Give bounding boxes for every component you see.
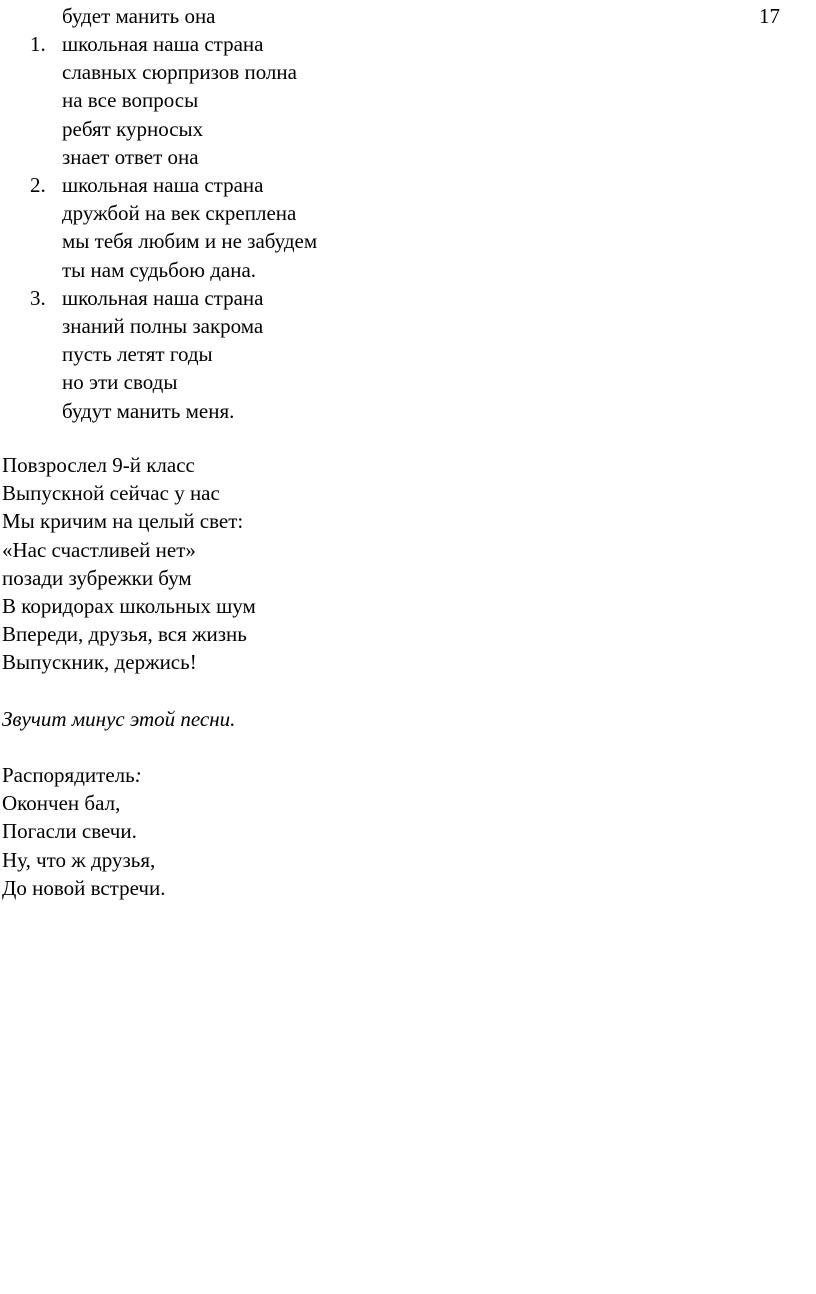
verse-line: пусть летят годы xyxy=(62,342,213,367)
numbered-verses xyxy=(0,30,317,425)
closing-speech xyxy=(2,761,165,902)
verse-1 xyxy=(0,30,317,171)
verse-line: школьная наша страна xyxy=(62,285,264,310)
speaker-colon: : xyxy=(134,763,142,787)
poem-line: Повзрослел 9-й класс xyxy=(2,453,195,477)
poem-line: Впереди, друзья, вся жизнь xyxy=(2,622,247,647)
closing-line: Окончен бал, xyxy=(2,791,121,816)
verse-2 xyxy=(0,171,317,284)
speaker-label xyxy=(2,761,165,789)
poem-line: Выпускник, держись! xyxy=(2,650,197,675)
verse-line: школьная наша страна xyxy=(62,32,264,56)
continued-line: будет манить она xyxy=(62,4,216,28)
poem-line: В коридорах школьных шум xyxy=(2,594,256,619)
poem-line: «Нас счастливей нет» xyxy=(2,537,196,562)
verse-number: 2. xyxy=(30,173,46,198)
closing-line: Погасли свечи. xyxy=(2,819,137,844)
verse-line: но эти своды xyxy=(62,370,178,395)
verse-line: школьная наша страна xyxy=(62,173,264,198)
page-number: 17 xyxy=(759,4,780,28)
verse-number: 3. xyxy=(30,285,46,310)
verse-line: знает ответ она xyxy=(62,144,199,169)
verse-line: знаний полны закрома xyxy=(62,314,264,339)
closing-line: Ну, что ж друзья, xyxy=(2,847,156,872)
verse-line: мы тебя любим и не забудем xyxy=(62,229,318,254)
verse-line: дружбой на век скреплена xyxy=(62,201,297,226)
poem-line: Мы кричим на целый свет: xyxy=(2,509,244,534)
verse-line: ребят курносых xyxy=(62,116,204,141)
speaker-name: Распорядитель xyxy=(2,763,135,787)
verse-number: 1. xyxy=(30,32,46,56)
poem-line: Выпускной сейчас у нас xyxy=(2,481,220,506)
verse-line: славных сюрпризов полна xyxy=(62,60,297,85)
verse-3 xyxy=(0,284,317,425)
closing-line: До новой встречи. xyxy=(2,875,166,900)
stage-direction: Звучит минус этой песни. xyxy=(2,707,236,731)
verse-line: будут манить меня. xyxy=(62,398,235,423)
poem-line: позади зубрежки бум xyxy=(2,565,192,590)
verse-line: ты нам судьбою дана. xyxy=(62,257,257,282)
graduation-poem xyxy=(2,451,256,677)
verse-line: на все вопросы xyxy=(62,88,199,113)
